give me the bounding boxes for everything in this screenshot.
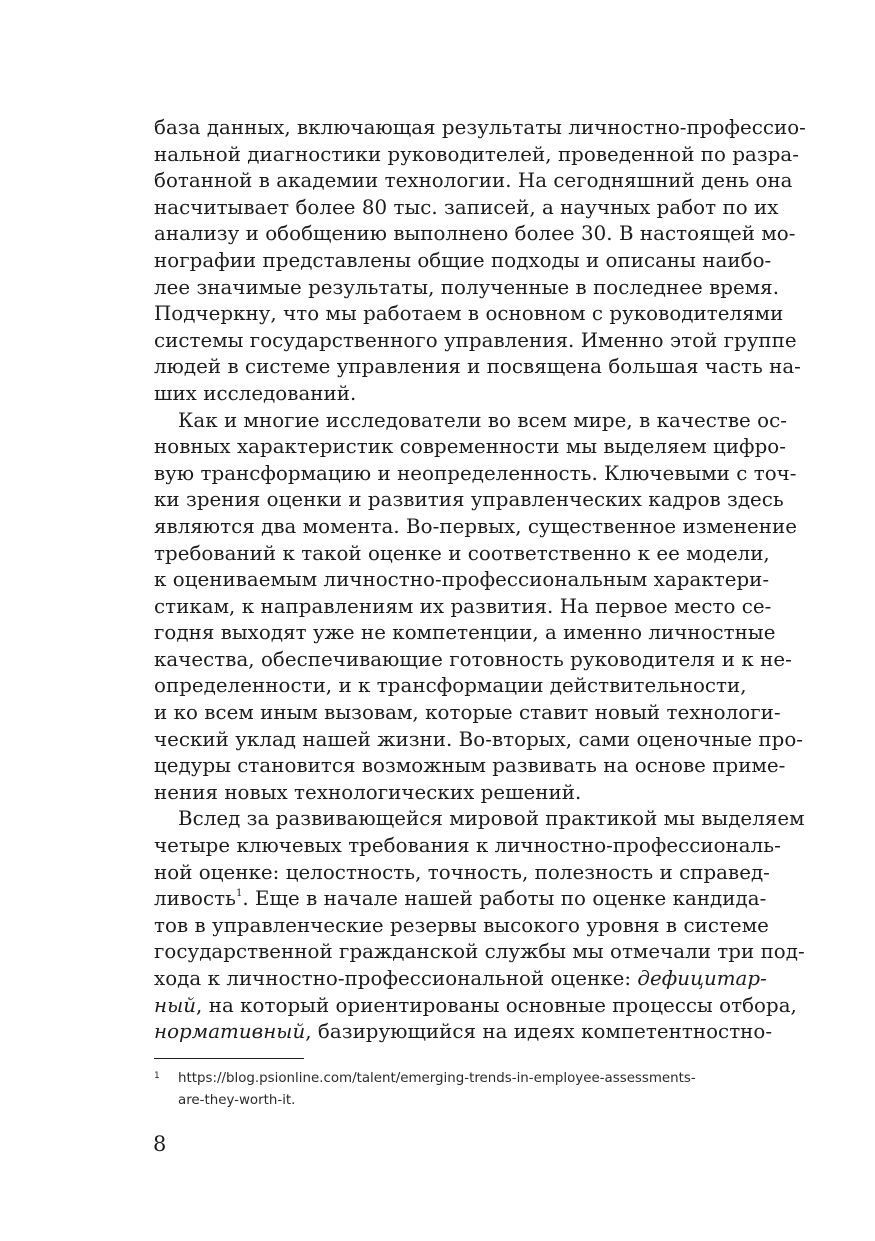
footnote-line: 1 https://blog.psionline.com/talent/emerging-trends-in-employee-assessments- bbox=[154, 1071, 696, 1086]
footnote bbox=[154, 1068, 744, 1112]
italic-term: нормативный bbox=[154, 1020, 306, 1044]
text-line: требований к такой оценке и соответственно к ее модели, bbox=[154, 541, 770, 565]
text-line: цедуры становится возможным развивать на основе приме- bbox=[154, 754, 786, 778]
text-line: являются два момента. Во-первых, существенное изменение bbox=[154, 514, 797, 538]
text-fragment: хода к личностно-профессиональной оценке: bbox=[154, 967, 638, 990]
text-line: лее значимые результаты, полученные в последнее время. bbox=[154, 275, 780, 299]
footnote-link[interactable]: https://blog.psionline.com/talent/emerging-trends-in-employee-assessments- bbox=[178, 1071, 696, 1086]
text-line: Вслед за развивающейся мировой практикой мы выделяем bbox=[178, 807, 805, 831]
text-line: четыре ключевых требования к личностно-профессиональ- bbox=[154, 834, 781, 858]
footnote-reference[interactable]: 1 bbox=[235, 888, 243, 900]
text-line: нения новых технологических решений. bbox=[154, 780, 582, 804]
italic-term: ный bbox=[154, 993, 197, 1017]
text-line: определенности, и к трансформации действительности, bbox=[154, 674, 747, 698]
footnote-link-continuation[interactable]: are-they-worth-it. bbox=[178, 1093, 296, 1108]
text-line: ботанной в академии технологии. На сегодняшний день она bbox=[154, 169, 793, 193]
text-line bbox=[154, 1019, 773, 1046]
text-line: ной оценке: целостность, точность, полезность и справед- bbox=[154, 860, 770, 884]
text-line: стикам, к направлениям их развития. На первое место се- bbox=[154, 594, 772, 618]
text-fragment: . Еще в начале нашей работы по оценке кандида- bbox=[242, 887, 767, 911]
text-line bbox=[154, 966, 767, 993]
text-line: ших исследований. bbox=[154, 381, 357, 405]
footnote-line bbox=[154, 1090, 744, 1112]
text-fragment: , базирующийся на идеях компетентностно- bbox=[305, 1020, 773, 1044]
text-line: людей в системе управления и посвящена большая часть на- bbox=[154, 355, 801, 379]
text-line: насчитывает более 80 тыс. записей, а научных работ по их bbox=[154, 195, 779, 219]
text-line: вую трансформацию и неопределенность. Ключевыми с точ- bbox=[154, 461, 797, 485]
text-line: Подчеркну, что мы работаем в основном с руководителями bbox=[154, 302, 784, 326]
text-line: Как и многие исследователи во всем мире, в качестве ос- bbox=[178, 408, 787, 432]
text-line: ческий уклад нашей жизни. Во-вторых, сами оценочные про- bbox=[154, 727, 804, 751]
text-line: и ко всем иным вызовам, которые ставит новый технологи- bbox=[154, 701, 781, 725]
text-line: государственной гражданской службы мы отмечали три под- bbox=[154, 940, 805, 964]
footnote-divider bbox=[154, 1058, 304, 1059]
page-number: 8 bbox=[153, 1132, 167, 1156]
text-line: анализу и обобщению выполнено более 30. В настоящей мо- bbox=[154, 222, 796, 246]
text-line: годня выходят уже не компетенции, а именно личностные bbox=[154, 621, 776, 645]
text-line: тов в управленческие резервы высокого уровня в системе bbox=[154, 913, 769, 937]
text-line: к оцениваемым личностно-профессиональным характери- bbox=[154, 568, 770, 592]
text-fragment: ливость bbox=[154, 887, 236, 911]
text-line: новных характеристик современности мы выделяем цифро- bbox=[154, 435, 786, 459]
text-line: нальной диагностики руководителей, проведенной по разра- bbox=[154, 142, 800, 166]
text-line: качества, обеспечивающие готовность руководителя и к не- bbox=[154, 647, 792, 671]
text-line: ки зрения оценки и развития управленческих кадров здесь bbox=[154, 488, 784, 512]
italic-term: дефицитар- bbox=[637, 967, 767, 990]
body-text bbox=[154, 115, 806, 1046]
text-line bbox=[154, 993, 797, 1020]
text-fragment: , на который ориентированы основные процессы отбора, bbox=[196, 993, 797, 1017]
text-line: системы государственного управления. Именно этой группе bbox=[154, 328, 797, 352]
text-line: нографии представлены общие подходы и описаны наибо- bbox=[154, 248, 772, 272]
text-line-with-footnote bbox=[154, 886, 767, 913]
text-line: база данных, включающая результаты личностно-профессио- bbox=[154, 116, 806, 139]
